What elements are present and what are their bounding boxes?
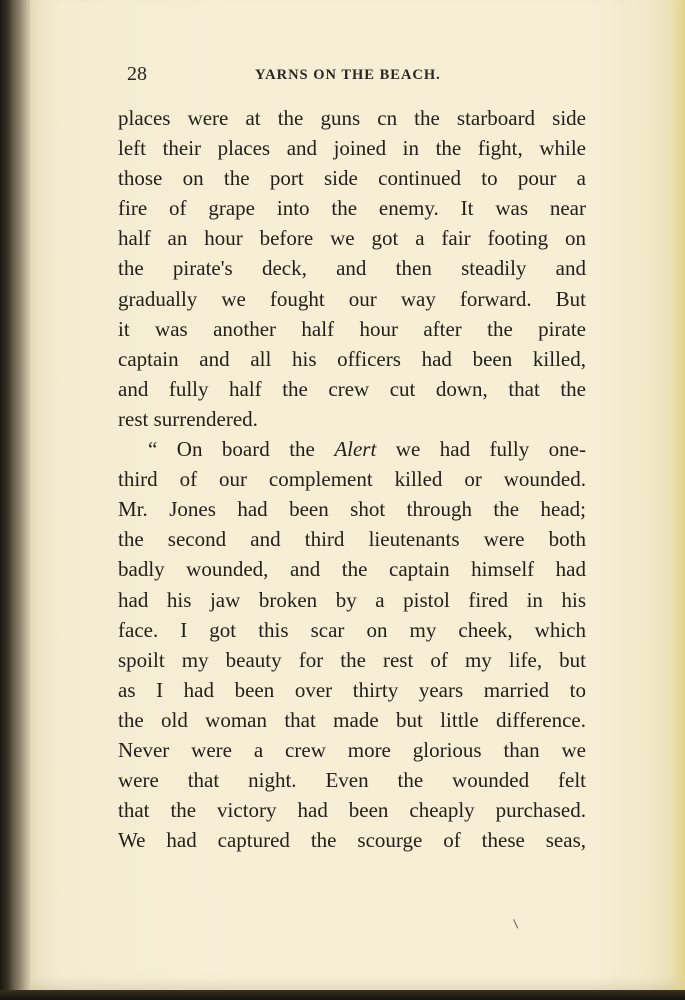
text-line: had his jaw broken by a pistol fired in his — [118, 587, 586, 612]
text-line: those on the port side continued to pour a — [118, 166, 586, 191]
text-line: face. I got this scar on my cheek, which — [118, 617, 586, 642]
text-line: as I had been over thirty years married to — [118, 677, 586, 702]
text-line: left their places and joined in the fight, while — [118, 136, 586, 161]
paragraph-start-text: “ On board the — [148, 437, 335, 462]
page-header — [127, 62, 587, 86]
page-edge-discoloration — [669, 0, 685, 990]
text-line: Mr. Jones had been shot through the head; — [118, 497, 586, 522]
text-line: the second and third lieutenants were both — [118, 527, 586, 552]
text-line: that the victory had been cheaply purchased. — [118, 798, 586, 823]
text-line: and fully half the crew cut down, that the — [118, 376, 586, 401]
text-line: places were at the guns cn the starboard side — [118, 106, 586, 130]
page-bottom-edge — [0, 990, 685, 1000]
text-line: were that night. Even the wounded felt — [118, 768, 586, 793]
text-line: badly wounded, and the captain himself had — [118, 557, 586, 582]
text-line: captain and all his officers had been killed, — [118, 346, 586, 371]
ship-name: Alert — [334, 437, 377, 462]
text-line: rest surrendered. — [118, 406, 258, 431]
paragraph-start-line — [118, 434, 586, 464]
text-line: spoilt my beauty for the rest of my life, but — [118, 647, 586, 672]
paragraph-start-rest: we had fully one- — [376, 437, 586, 462]
text-line: Never were a crew more glorious than we — [118, 737, 586, 762]
text-line: We had captured the scourge of these seas, — [118, 828, 586, 853]
text-line: fire of grape into the enemy. It was near — [118, 196, 586, 221]
text-line: the pirate's deck, and then steadily and — [118, 256, 586, 281]
text-line: it was another half hour after the pirate — [118, 316, 586, 341]
running-head: YARNS ON THE BEACH. — [255, 67, 441, 83]
text-line: half an hour before we got a fair footing on — [118, 226, 586, 251]
text-line: the old woman that made but little difference. — [118, 707, 586, 732]
text-line: gradually we fought our way forward. But — [118, 286, 586, 311]
body-text — [118, 103, 586, 855]
page-number: 28 — [127, 63, 147, 85]
text-line: third of our complement killed or wounded. — [118, 467, 586, 492]
